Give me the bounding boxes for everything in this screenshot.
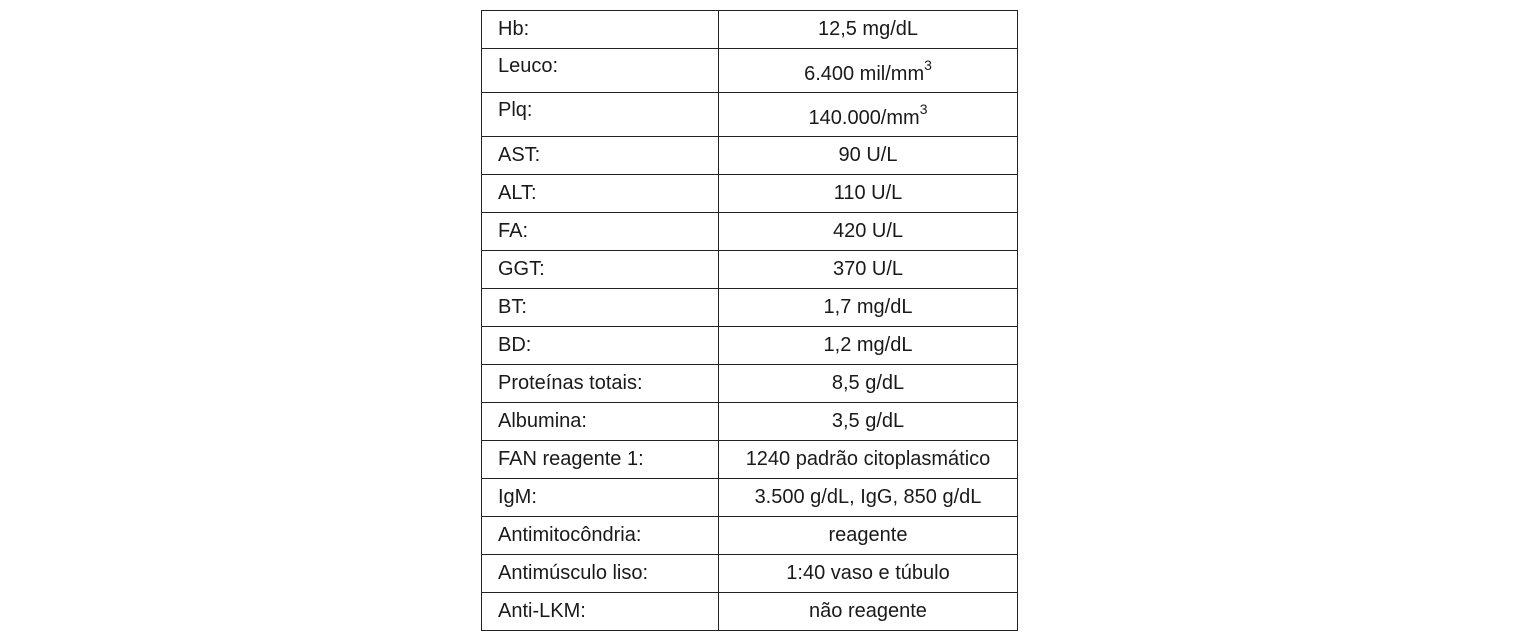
superscript: 3 <box>924 57 932 74</box>
row-value-text: 8,5 g/dL <box>831 372 905 394</box>
table-row <box>482 11 1018 49</box>
row-label: FA: <box>482 213 719 251</box>
row-value <box>719 441 1018 479</box>
row-label: GGT: <box>482 251 719 289</box>
table-row <box>482 517 1018 555</box>
row-label: Antimitocôndria: <box>482 517 719 555</box>
row-value <box>719 93 1018 137</box>
row-value-text: 3.500 g/dL, IgG, 850 g/dL <box>754 486 982 508</box>
table-row <box>482 93 1018 137</box>
table-row <box>482 441 1018 479</box>
row-value <box>719 213 1018 251</box>
row-value-text: 1240 padrão citoplasmático <box>745 448 991 470</box>
table-row <box>482 289 1018 327</box>
table-row <box>482 213 1018 251</box>
row-label: BD: <box>482 327 719 365</box>
superscript: 3 <box>919 101 928 118</box>
row-value <box>719 11 1018 49</box>
table-row <box>482 137 1018 175</box>
row-label: AST: <box>482 137 719 175</box>
row-label: Hb: <box>482 11 719 49</box>
row-value-text: 3,5 g/dL <box>831 410 905 432</box>
table-row <box>482 175 1018 213</box>
row-label: Plq: <box>482 93 719 137</box>
row-value <box>719 327 1018 365</box>
table-row <box>482 365 1018 403</box>
table-row <box>482 593 1018 631</box>
row-value-text: 12,5 mg/dL <box>817 18 919 40</box>
row-value <box>719 365 1018 403</box>
row-value-text: 1:40 vaso e túbulo <box>786 562 950 584</box>
row-value <box>719 49 1018 93</box>
row-label: Albumina: <box>482 403 719 441</box>
table-row <box>482 479 1018 517</box>
row-value-text: 1,2 mg/dL <box>823 334 913 356</box>
row-value <box>719 251 1018 289</box>
row-value-text: 370 U/L <box>832 258 904 280</box>
row-value-text: 90 U/L <box>838 144 898 166</box>
table-row <box>482 251 1018 289</box>
row-value-text: 110 U/L <box>833 182 903 204</box>
row-label: FAN reagente 1: <box>482 441 719 479</box>
row-value <box>719 555 1018 593</box>
row-value-text: 420 U/L <box>832 220 904 242</box>
table-row <box>482 403 1018 441</box>
row-label: Anti-LKM: <box>482 593 719 631</box>
lab-results-table <box>481 10 1018 631</box>
row-value-text: 1,7 mg/dL <box>823 296 913 318</box>
row-label: Leuco: <box>482 49 719 93</box>
row-value-text: 140.000/mm <box>808 107 920 129</box>
row-value <box>719 479 1018 517</box>
row-label: IgM: <box>482 479 719 517</box>
row-value <box>719 289 1018 327</box>
row-value-text: não reagente <box>809 600 927 622</box>
row-label: BT: <box>482 289 719 327</box>
table-row <box>482 327 1018 365</box>
table-row <box>482 555 1018 593</box>
row-label: Proteínas totais: <box>482 365 719 403</box>
row-value <box>719 137 1018 175</box>
row-label: ALT: <box>482 175 719 213</box>
row-value <box>719 403 1018 441</box>
row-value <box>719 175 1018 213</box>
row-value-text: reagente <box>828 524 908 546</box>
row-value <box>719 517 1018 555</box>
row-label: Antimúsculo liso: <box>482 555 719 593</box>
table-row <box>482 49 1018 93</box>
row-value <box>719 593 1018 631</box>
row-value-text: 6.400 mil/mm <box>804 63 925 85</box>
